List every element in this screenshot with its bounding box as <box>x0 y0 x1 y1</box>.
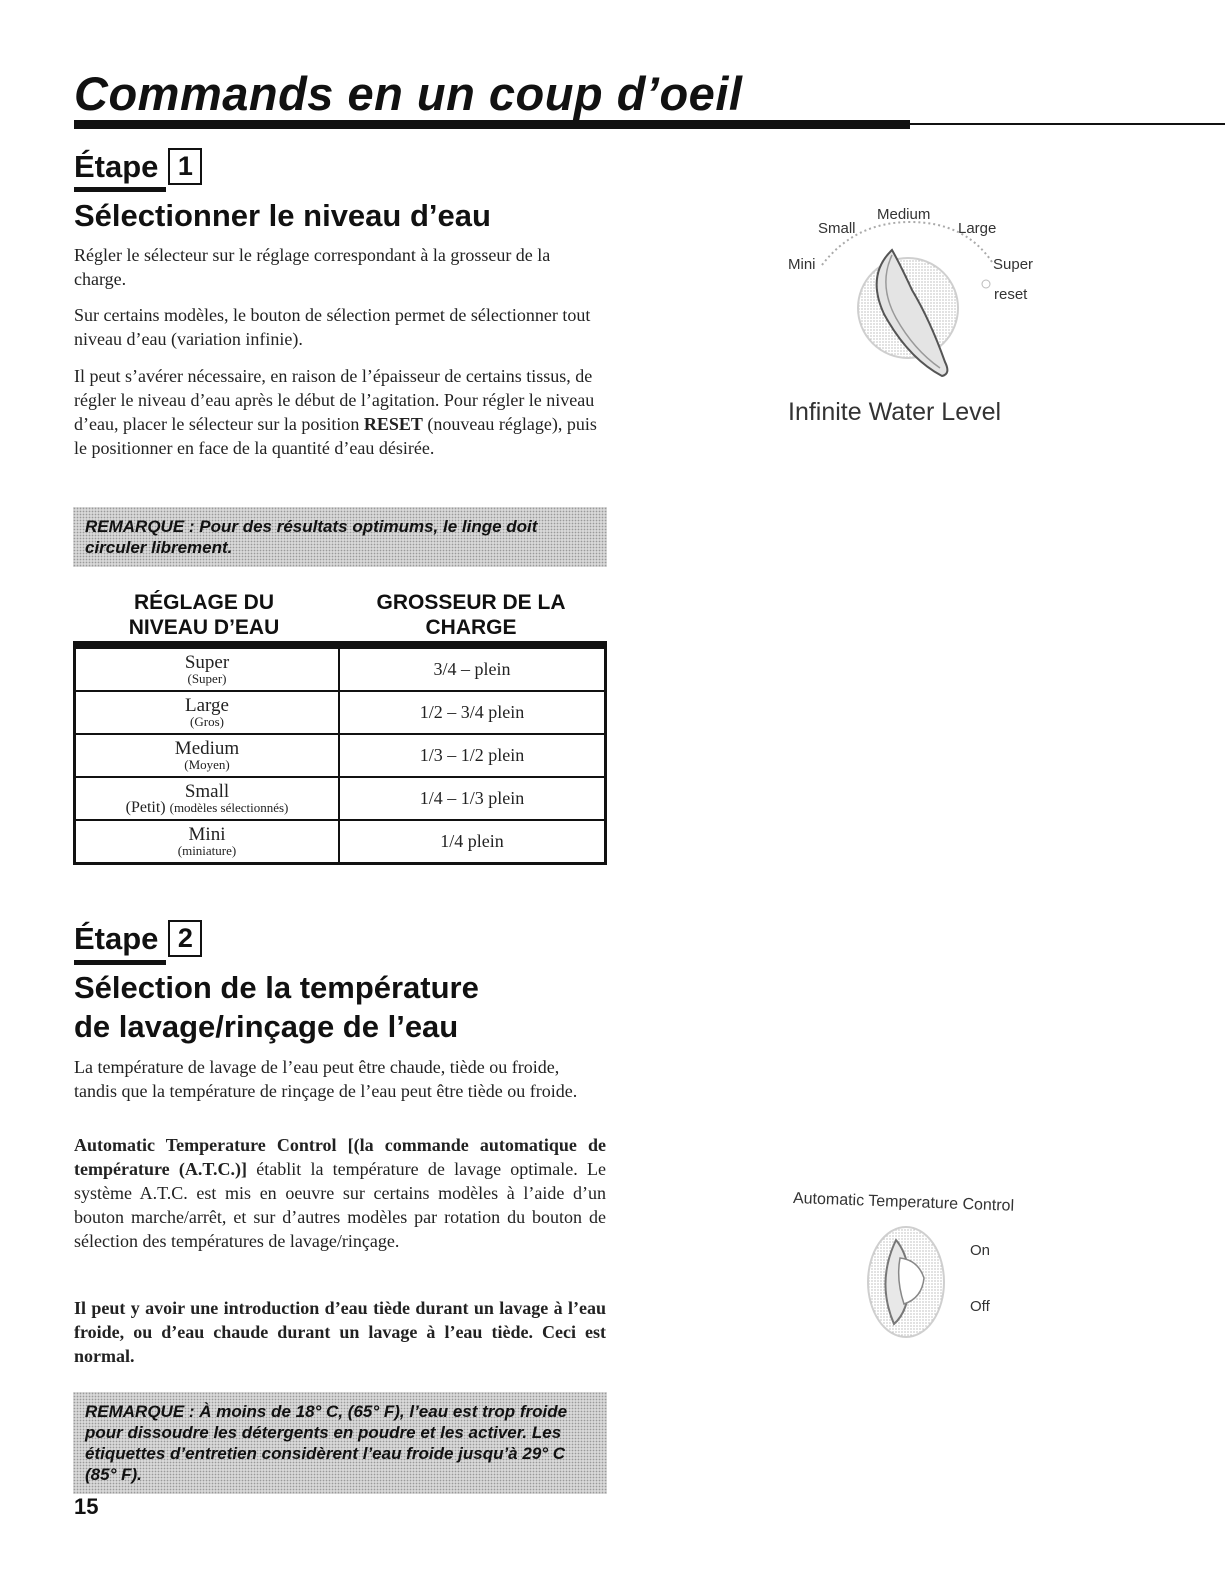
step1-heading <box>74 148 202 185</box>
step2-atc-text: établit la température de lavage optimale. Le système A.T.C. est mis en oeuvre sur certains modèles à l’aide d’un bouton marche/arrêt, et sur d’autres modèles par rotation du bouton de sélection des températures de lavage/rinçage. <box>74 1159 606 1251</box>
dial-label-medium: Medium <box>877 206 931 223</box>
step2-paragraph-3: Il peut y avoir une introduction d’eau tiède durant un lavage à l’eau froide, ou d’eau chaude durant un lavage à l’eau tiède. Ceci est normal. <box>74 1298 606 1366</box>
step2-underline <box>74 960 166 965</box>
step1-label: Étape <box>74 148 159 184</box>
step2-number-box: 2 <box>168 920 202 957</box>
step1-note: REMARQUE : Pour des résultats optimums, le linge doit circuler librement. <box>73 507 607 567</box>
atc-label-off: Off <box>970 1298 990 1315</box>
dial-label-mini: Mini <box>788 256 816 273</box>
table-cell-setting <box>75 691 340 734</box>
step1-paragraph-2: Sur certains modèles, le bouton de sélection permet de sélectionner tout niveau d’eau (variation infinie). <box>74 305 591 349</box>
step1-paragraph-1: Régler le sélecteur sur le réglage correspondant à la grosseur de la charge. <box>74 245 551 289</box>
table-header-setting-line1: RÉGLAGE DU <box>133 591 274 614</box>
step2-atc-bold: Automatic Temperature Control [(la commande automatique de température (A.T.C.)] <box>74 1135 606 1179</box>
dial-label-large: Large <box>958 220 997 237</box>
setting-name: Medium <box>174 737 240 759</box>
step2-label: Étape <box>74 920 159 956</box>
table-header-charge-line1: GROSSEUR DE LA <box>376 591 566 614</box>
table-header-charge-line2: CHARGE <box>425 616 517 639</box>
step2-heading <box>74 920 202 957</box>
setting-translation: (miniature) <box>177 842 237 858</box>
table-cell-setting <box>75 734 340 777</box>
step2-paragraph-2 <box>74 1133 606 1253</box>
table-cell-charge: 3/4 – plein <box>339 648 606 691</box>
title-rule <box>74 120 910 129</box>
setting-translation: (Moyen) <box>184 756 230 772</box>
table-cell-setting <box>75 777 340 820</box>
page-title: Commands en un coup d’oeil <box>74 67 743 120</box>
table-cell-charge: 1/4 – 1/3 plein <box>339 777 606 820</box>
setting-translation-text: (modèles sélectionnés) <box>169 799 289 815</box>
setting-name: Large <box>185 694 229 716</box>
water-level-dial-figure <box>780 200 1060 400</box>
setting-translation: (Super) <box>187 670 227 686</box>
step1-number-box: 1 <box>168 148 202 185</box>
atc-figure <box>862 1220 1022 1360</box>
title-rule-thin <box>910 123 1225 125</box>
dial-label-small: Small <box>818 220 856 237</box>
water-level-table <box>73 647 607 865</box>
setting-name: Small <box>184 780 230 802</box>
table-cell-charge: 1/2 – 3/4 plein <box>339 691 606 734</box>
table-header-charge <box>335 590 607 640</box>
table-row <box>75 777 606 820</box>
atc-caption: Automatic Temperature Control <box>792 1190 1015 1215</box>
step1-p3-reset: RESET <box>363 414 423 434</box>
atc-button-icon <box>862 1220 1022 1360</box>
setting-name: Super <box>184 651 230 673</box>
table-cell-charge: 1/3 – 1/2 plein <box>339 734 606 777</box>
step2-title-line2: de lavage/rinçage de l’eau <box>74 1009 459 1044</box>
atc-label-on: On <box>970 1242 991 1259</box>
table-row <box>75 734 606 777</box>
setting-name: Mini <box>188 823 226 845</box>
setting-translation <box>76 798 338 816</box>
table-header-setting <box>73 590 335 640</box>
step1-p3-text: Il peut s’avérer nécessaire, en raison de l’épaisseur de certains tissus, de régler le niveau d’eau après le début de l’agitation. Pour régler le niveau d’eau, placer le sélecteur sur la position <box>74 366 595 434</box>
table-header-setting-line2: NIVEAU D’EAU <box>128 616 280 639</box>
setting-prefix: (Petit) <box>125 798 170 816</box>
dial-label-reset: reset <box>994 286 1028 303</box>
table-row <box>75 820 606 864</box>
dial-label-super: Super <box>993 256 1034 273</box>
step1-underline <box>74 187 166 192</box>
step2-title-line1: Sélection de la température <box>74 970 479 1005</box>
setting-translation: (Gros) <box>190 713 224 729</box>
step1-p3-text-end: (nouveau réglage), puis le positionner en face de la quantité d’eau désirée. <box>74 414 597 458</box>
step1-paragraph-3 <box>74 364 606 460</box>
step2-paragraph-1: La température de lavage de l’eau peut être chaude, tiède ou froide, tandis que la température de rinçage de l’eau peut être tiède ou froide. <box>74 1057 578 1101</box>
table-cell-charge: 1/4 plein <box>339 820 606 864</box>
table-cell-setting <box>75 820 340 864</box>
step1-title: Sélectionner le niveau d’eau <box>74 198 491 233</box>
step2-note: REMARQUE : À moins de 18° C, (65° F), l’eau est trop froide pour dissoudre les détergents en poudre et les activer. Les étiquettes d’entretien considèrent l’eau froide jusqu’à 29° C (85° F). <box>73 1392 607 1494</box>
table-row <box>75 648 606 691</box>
page-number: 15 <box>74 1494 99 1519</box>
table-cell-setting <box>75 648 340 691</box>
step2-title <box>74 968 479 1046</box>
water-dial-caption: Infinite Water Level <box>788 398 1002 426</box>
table-row <box>75 691 606 734</box>
